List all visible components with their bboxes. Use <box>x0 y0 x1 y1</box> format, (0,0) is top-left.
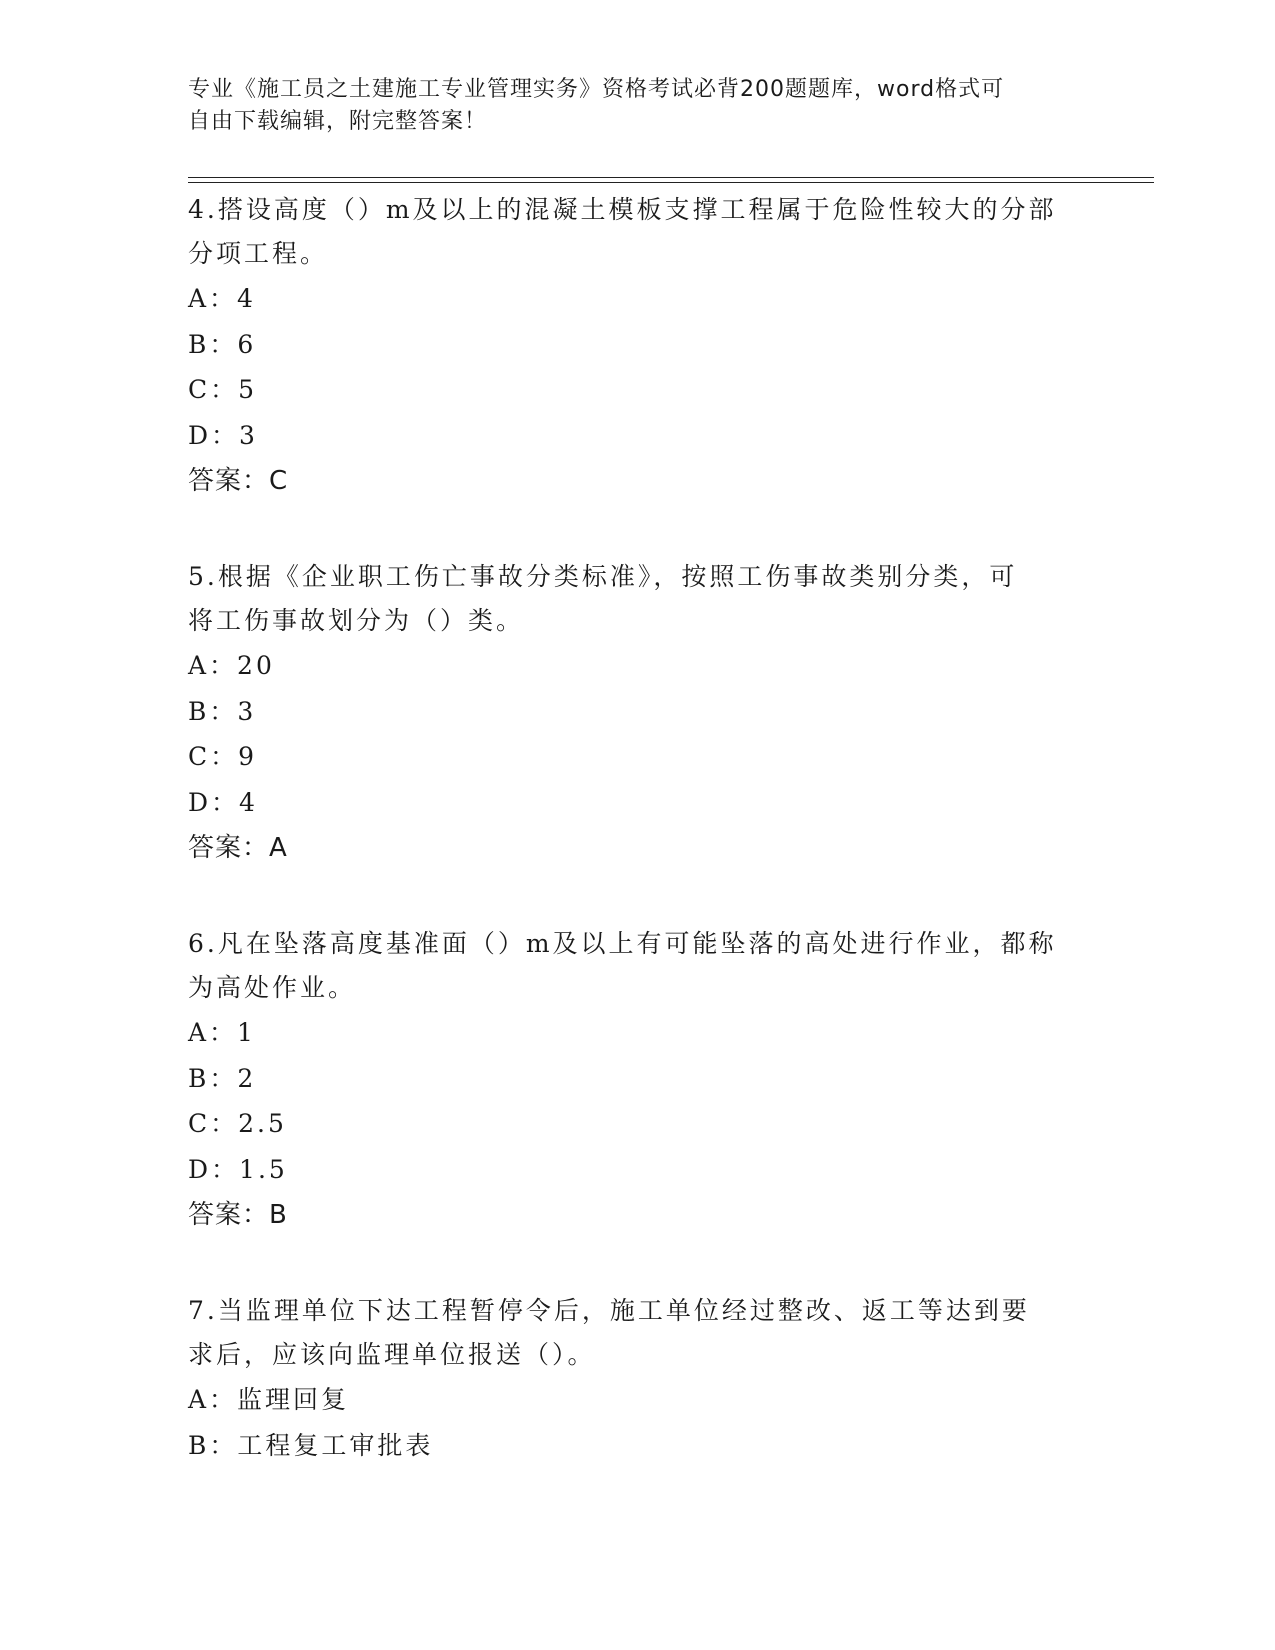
option-a: A：1 <box>188 1018 256 1047</box>
question-text-line-2: 将工伤事故划分为（）类。 <box>188 606 525 635</box>
option-b: B：工程复工审批表 <box>188 1430 434 1460</box>
answer: 答案：A <box>188 833 288 863</box>
question-text-line-1: 7.当监理单位下达工程暂停令后，施工单位经过整改、返工等达到要 <box>188 1296 1030 1325</box>
option-a: A：20 <box>188 651 275 680</box>
option-b: B：3 <box>188 696 257 726</box>
option-c: C：2.5 <box>188 1109 287 1138</box>
option-d: D：1.5 <box>188 1154 288 1184</box>
question-text-line-1: 6.凡在坠落高度基准面（）m及以上有可能坠落的高处进行作业，都称 <box>188 929 1057 958</box>
option-b: B：2 <box>188 1063 257 1093</box>
question-7 <box>188 1289 1088 1468</box>
question-text-line-2: 求后，应该向监理单位报送（）。 <box>188 1340 596 1369</box>
option-d: D：3 <box>188 420 258 450</box>
header-title-line-1: 专业《施工员之土建施工专业管理实务》资格考试必背200题题库，word格式可 <box>188 77 1005 102</box>
header-title-line-2: 自由下载编辑，附完整答案！ <box>188 109 488 134</box>
answer: 答案：C <box>188 466 289 496</box>
option-c: C：9 <box>188 742 258 771</box>
question-6 <box>188 922 1088 1238</box>
option-b: B：6 <box>188 329 257 359</box>
question-5 <box>188 555 1088 871</box>
option-a: A：监理回复 <box>188 1385 350 1414</box>
option-a: A：4 <box>188 284 256 313</box>
option-c: C：5 <box>188 375 258 404</box>
document-header <box>188 74 1088 138</box>
question-text-line-2: 为高处作业。 <box>188 973 357 1002</box>
answer: 答案：B <box>188 1200 288 1230</box>
question-4 <box>188 188 1088 504</box>
question-text-line-1: 4.搭设高度（）m及以上的混凝土模板支撑工程属于危险性较大的分部 <box>188 195 1057 224</box>
option-d: D：4 <box>188 787 258 817</box>
question-text-line-2: 分项工程。 <box>188 239 329 268</box>
header-divider-bottom <box>188 182 1154 183</box>
header-divider-top <box>188 177 1154 178</box>
question-text-line-1: 5.根据《企业职工伤亡事故分类标准》，按照工伤事故类别分类，可 <box>188 562 1018 591</box>
